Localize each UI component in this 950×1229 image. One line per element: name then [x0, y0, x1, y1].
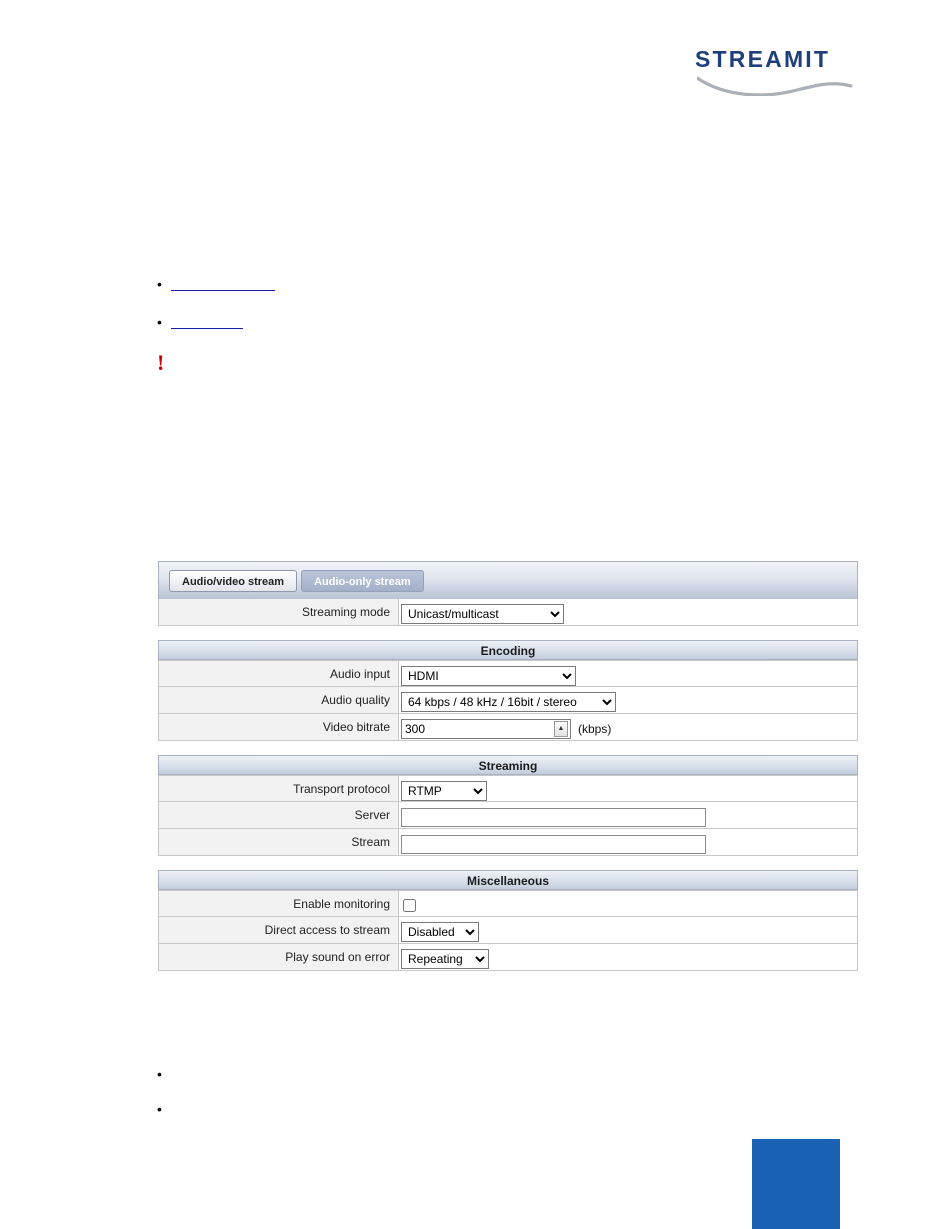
row-audio-input — [158, 660, 858, 687]
select-transport-protocol[interactable] — [401, 781, 487, 801]
row-stream — [158, 829, 858, 856]
label-play-sound-on-error: Play sound on error — [159, 944, 399, 970]
label-audio-input: Audio input — [159, 661, 399, 686]
row-streaming-mode — [158, 599, 858, 626]
select-streaming-mode[interactable] — [401, 604, 564, 624]
select-play-sound-on-error[interactable] — [401, 949, 489, 969]
label-stream: Stream — [159, 829, 399, 855]
select-audio-input[interactable] — [401, 666, 576, 686]
input-stream[interactable] — [401, 835, 706, 854]
select-direct-access-to-stream[interactable] — [401, 922, 479, 942]
spinner-stepper-icon[interactable]: ▲ — [554, 721, 568, 737]
section-header-streaming: Streaming — [158, 755, 858, 775]
input-video-bitrate[interactable] — [401, 719, 571, 739]
stream-configuration-panel — [158, 561, 858, 971]
page-corner-accent — [752, 1139, 840, 1229]
label-video-bitrate: Video bitrate — [159, 714, 399, 740]
list-item — [157, 278, 275, 291]
section-header-miscellaneous: Miscellaneous — [158, 870, 858, 890]
bullet-icon: • — [157, 314, 162, 330]
label-enable-monitoring: Enable monitoring — [159, 891, 399, 916]
row-enable-monitoring — [158, 890, 858, 917]
label-streaming-mode: Streaming mode — [159, 599, 399, 625]
row-direct-access-to-stream — [158, 917, 858, 944]
label-audio-quality: Audio quality — [159, 687, 399, 713]
list-item — [157, 316, 243, 329]
video-bitrate-value: 300 — [405, 722, 426, 736]
row-server — [158, 802, 858, 829]
tab-audio-video-stream[interactable]: Audio/video stream — [169, 570, 297, 592]
brand-name: STREAMIT — [695, 46, 831, 72]
row-play-sound-on-error — [158, 944, 858, 971]
input-server[interactable] — [401, 808, 706, 827]
tab-bar — [158, 561, 858, 599]
checkbox-enable-monitoring[interactable] — [403, 899, 416, 912]
document-link-two[interactable] — [171, 316, 243, 329]
label-transport-protocol: Transport protocol — [159, 776, 399, 801]
bullet-icon: • — [157, 1101, 162, 1117]
label-server: Server — [159, 802, 399, 828]
section-header-encoding: Encoding — [158, 640, 858, 660]
warning-icon: ! — [157, 350, 165, 375]
brand-logo — [695, 48, 855, 98]
logo-swoosh-icon — [697, 72, 853, 96]
unit-video-bitrate: (kbps) — [578, 722, 612, 736]
label-direct-access-to-stream: Direct access to stream — [159, 917, 399, 943]
bullet-icon: • — [157, 1066, 162, 1082]
row-transport-protocol — [158, 775, 858, 802]
document-link-one[interactable] — [171, 278, 275, 291]
tab-audio-only-stream[interactable]: Audio-only stream — [301, 570, 424, 592]
bullet-icon: • — [157, 276, 162, 292]
row-video-bitrate — [158, 714, 858, 741]
row-audio-quality — [158, 687, 858, 714]
select-audio-quality[interactable] — [401, 692, 616, 712]
